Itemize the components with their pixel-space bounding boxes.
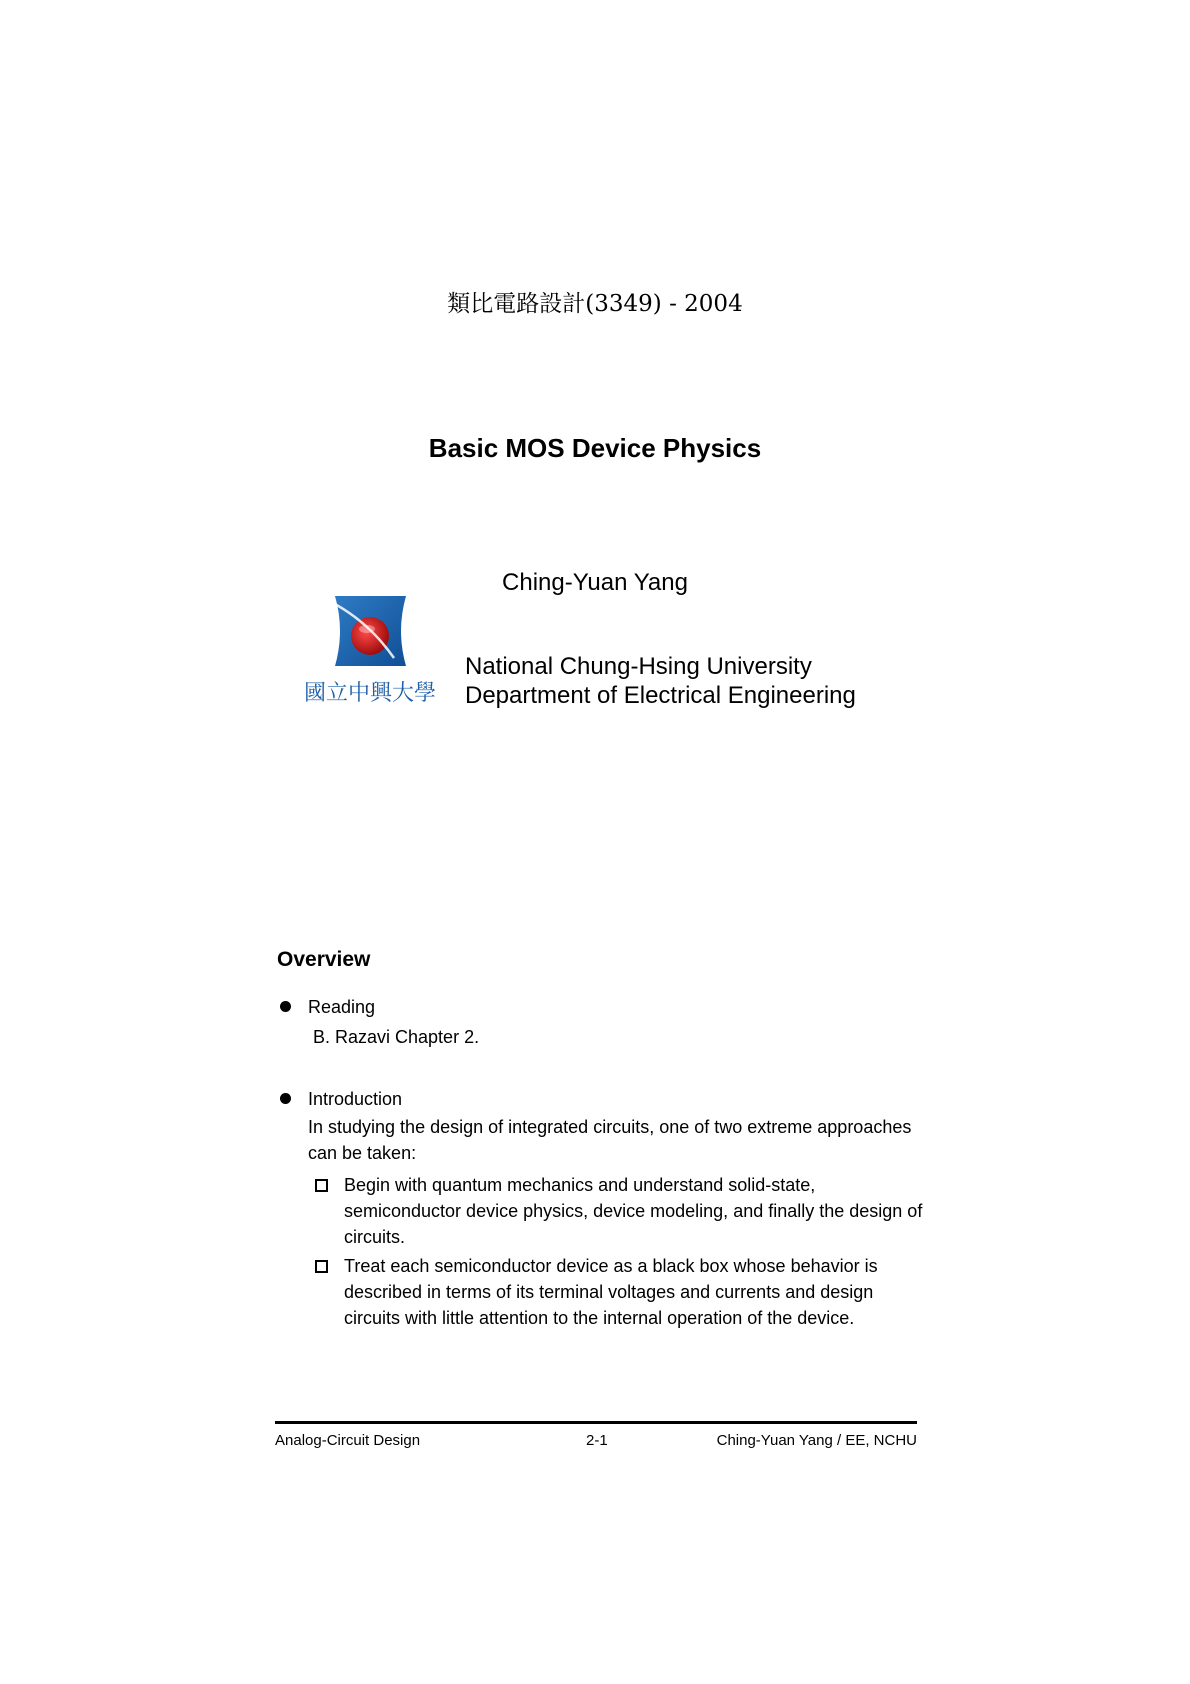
department-name: Department of Electrical Engineering <box>465 682 856 709</box>
footer-author: Ching-Yuan Yang / EE, NCHU <box>716 1432 917 1449</box>
approach-item: Begin with quantum mechanics and understand solid-state, semiconductor device physics, device modeling, and finally the design of circuits. <box>344 1175 923 1247</box>
reading-reference: B. Razavi Chapter 2. <box>313 1027 480 1047</box>
document-title: Basic MOS Device Physics <box>428 433 762 463</box>
introduction-paragraph: In studying the design of integrated circuits, one of two extreme approaches can be taken: <box>308 1117 912 1163</box>
course-title: 類比電路設計(3349) - 2004 <box>447 291 743 317</box>
bullet-icon <box>280 1093 291 1104</box>
introduction-label: Introduction <box>308 1089 403 1109</box>
page-number: 2-1 <box>586 1432 608 1449</box>
bullet-icon <box>280 1001 291 1012</box>
logo-wordmark: 國立中興大學 <box>303 681 437 706</box>
university-logo <box>298 596 444 712</box>
overview-heading: Overview <box>277 948 371 971</box>
university-name: National Chung-Hsing University <box>465 653 812 680</box>
square-bullet-icon <box>315 1179 328 1192</box>
author-name: Ching-Yuan Yang <box>502 569 688 596</box>
reading-label: Reading <box>308 997 376 1017</box>
footer-divider <box>275 1421 917 1424</box>
footer-course: Analog-Circuit Design <box>275 1432 421 1449</box>
square-bullet-icon <box>315 1260 328 1273</box>
approach-item: Treat each semiconductor device as a black box whose behavior is described in terms of its terminal voltages and currents and design circuits with little attention to the internal operation of the device. <box>344 1256 878 1328</box>
